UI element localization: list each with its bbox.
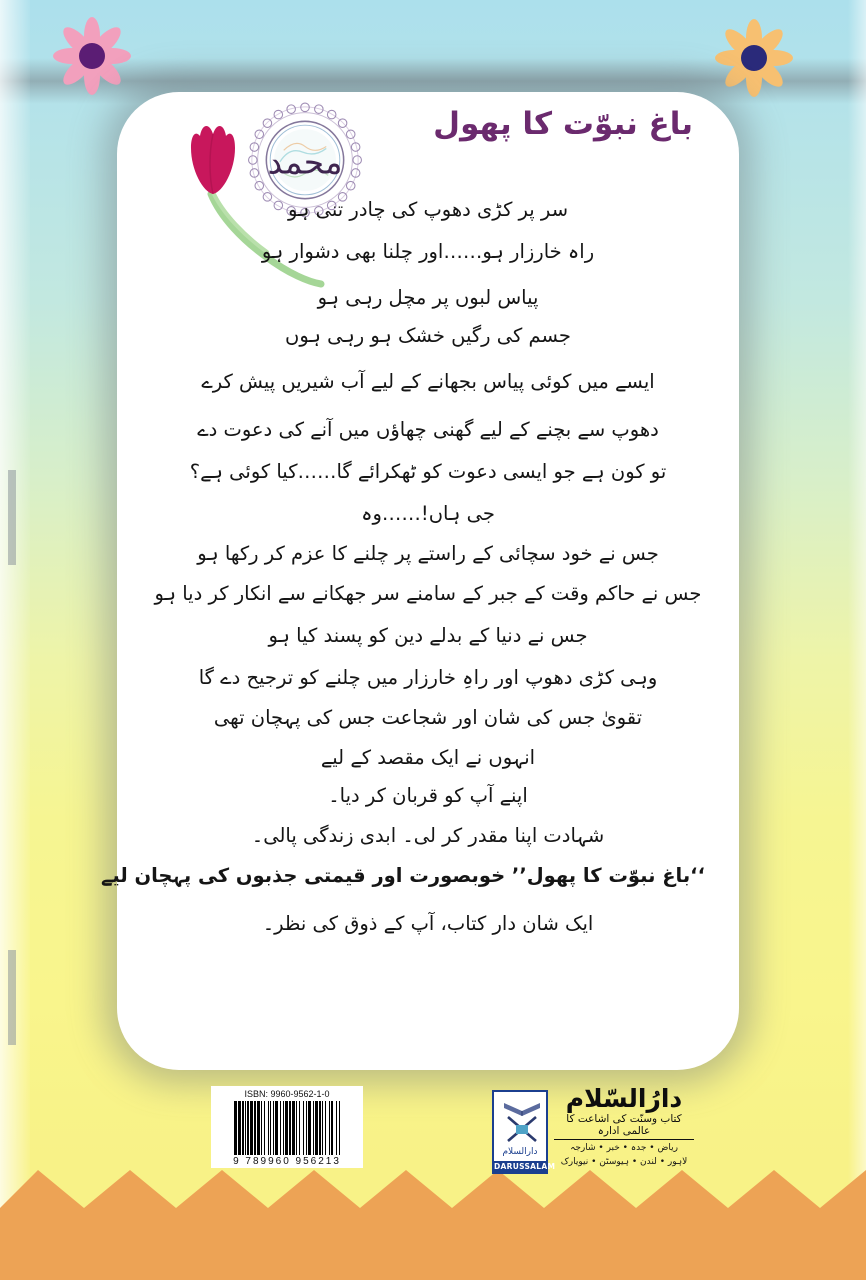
publisher-logo-english: DARUSSALAM: [494, 1162, 556, 1171]
poem-line-text: جسم کی رگیں خشک ہو رہی ہوں: [285, 324, 571, 347]
poem-line-text: ‘‘باغ نبوّت کا پھول’’ خوبصورت اور قیمتی جذبوں کی پہچان لیے: [100, 864, 705, 887]
poem-line: [151, 372, 705, 392]
poem-line: [151, 420, 705, 440]
poem-line: [151, 504, 705, 524]
poem-line: [151, 200, 705, 220]
spine-mark-lower: [8, 950, 16, 1045]
poem-line: [151, 786, 705, 806]
isbn-barcode: [211, 1086, 363, 1168]
poem-line-text: جس نے دنیا کے بدلے دین کو پسند کیا ہو: [268, 624, 588, 647]
flower-decoration-right: [706, 10, 802, 106]
poem-line: [151, 462, 705, 482]
poem-body: [100, 198, 705, 974]
poem-line: [151, 748, 705, 768]
flower-center: [79, 43, 105, 69]
isbn-label: ISBN: 9960-9562-1-0: [244, 1089, 330, 1099]
zigzag-border: [0, 1130, 866, 1280]
publisher-cities-line-2: لاہور • لندن • ہیوسٹن • نیویارک: [560, 1157, 688, 1168]
poem-line-text: شہادت اپنا مقدر کر لی۔ ابدی زندگی پالی۔: [251, 824, 605, 847]
poem-line-text: اپنے آپ کو قربان کر دیا۔: [328, 784, 528, 807]
barcode-bars: [215, 1101, 359, 1155]
poem-line-text: ایک شان دار کتاب، آپ کے ذوق کی نظر۔: [262, 912, 594, 935]
poem-line-text: جس نے خود سچائی کے راستے پر چلنے کا عزم کر رکھا ہو: [197, 542, 659, 565]
poem-line-text: تو کون ہے جو ایسی دعوت کو ٹھکرائے گا……کیا کوئی ہے؟: [189, 460, 667, 483]
poem-line: [151, 544, 705, 564]
poem-line-text: دھوپ سے بچنے کے لیے گھنی چھاؤں میں آنے کی دعوت دے: [197, 418, 659, 441]
poem-line: [151, 326, 705, 346]
flower-center: [741, 45, 767, 71]
poem-line: [100, 864, 705, 887]
right-edge-highlight: [848, 0, 866, 1280]
poem-line: [151, 668, 705, 688]
poem-line-text: سر پر کڑی دھوپ کی چادر تنی ہو: [287, 198, 569, 221]
tulip-head: [191, 126, 235, 194]
poem-line-text: ایسے میں کوئی پیاس بجھانے کے لیے آب شیریں پیش کرے: [201, 370, 655, 393]
quran-on-rihal-icon: [500, 1097, 544, 1149]
content-card: [100, 92, 739, 1070]
poem-line-text: جی ہاں!……وہ: [361, 502, 495, 525]
poem-line: [151, 288, 705, 308]
publisher-block: [474, 1086, 694, 1178]
isbn-digits: 9 789960 956213: [233, 1156, 341, 1167]
publisher-name: دارُالسّلام: [565, 1084, 683, 1113]
spine-mark-upper: [8, 470, 16, 565]
poem-line-text: جس نے حاکم وقت کے جبر کے سامنے سر جھکانے سے انکار کر دیا ہو: [154, 582, 702, 605]
poem-line-text: انہوں نے ایک مقصد کے لیے: [320, 746, 536, 769]
barcode-bar: [340, 1101, 341, 1155]
book-title: باغ نبوّت کا پھول: [433, 106, 693, 142]
left-edge-highlight: [0, 0, 30, 1280]
poem-line: [151, 914, 705, 934]
poem-line-text: پیاس لبوں پر مچل رہی ہو: [317, 286, 539, 309]
poem-line-text: تقویٰ جس کی شان اور شجاعت جس کی پہچان تھی: [213, 706, 643, 729]
publisher-cities-line-1: ریاض • جدہ • خبر • شارجہ: [570, 1143, 678, 1154]
publisher-logo: [492, 1090, 556, 1174]
publisher-text: [554, 1086, 694, 1169]
poem-line-text: راہ خارزار ہو……اور چلنا بھی دشوار ہو: [261, 240, 595, 263]
poem-line: [151, 826, 705, 846]
poem-line: [151, 708, 705, 728]
poem-line: [151, 242, 705, 262]
poem-line-text: وہی کڑی دھوپ اور راہِ خارزار میں چلنے کو ترجیح دے گا: [198, 666, 658, 689]
poem-line: [151, 584, 705, 604]
poem-line: [151, 626, 705, 646]
publisher-tagline: کتاب وسنّت کی اشاعت کا عالمی ادارہ: [554, 1113, 694, 1140]
publisher-logo-arabic: دارالسلام: [502, 1147, 538, 1157]
medallion-name: محمد: [267, 142, 343, 182]
flower-decoration-left: [44, 8, 140, 104]
